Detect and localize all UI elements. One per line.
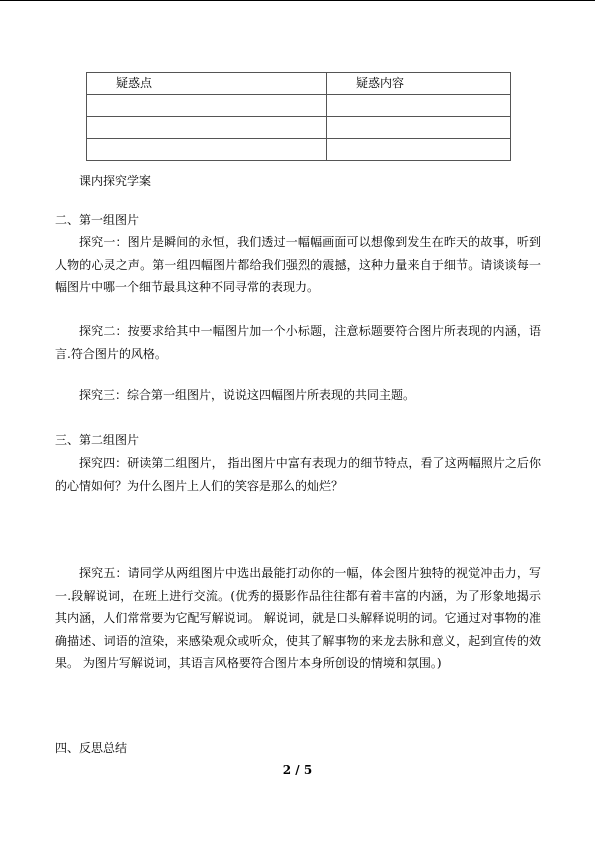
probe-4-text: 探究四：研读第二组图片， 指出图片中富有表现力的细节特点，看了这两幅照片之后你的心情如何？为什么图片上人们的笑容是那么的灿烂？ [55,456,541,493]
table-cell [87,95,327,117]
doubt-table [86,72,511,161]
probe-1-text: 探究一：图片是瞬间的永恒，我们透过一幅幅画面可以想像到发生在昨天的故事，听到人物的心灵之声。第一组四幅图片都给我们强烈的震撼，这种力量来自于细节。请谈谈每一幅图片中哪一个细节最具这种不同寻常的表现力。 [55,235,541,294]
section-2-heading: 二、第一组图片 [55,213,140,227]
table-row [87,117,511,139]
probe-3-text: 探究三：综合第一组图片，说说这四幅图片所表现的共同主题。 [79,388,416,402]
table-cell [327,117,511,139]
table-row [87,95,511,117]
probe-5-text: 探究五：请同学从两组图片中选出最能打动你的一幅，体会图片独特的视觉冲击力，写一.段解说词，在班上进行交流。(优秀的摄影作品往往都有着丰富的内涵，为了形象地揭示其内涵，人们常常要为它配写解说词。 解说词，就是口头解释说明的词。它通过对事物的准确描述、词语的渲染，来感染观众或听众，使其了解事物的来龙去脉和意义，起到宣传的效果。 为图片写解说词，其语言风格要符合图片本身所创设的情境和氛围。) [55,566,541,670]
study-plan-label: 课内探究学案 [79,174,152,188]
table-row [87,139,511,161]
table-header-doubt-point: 疑惑点 [87,73,327,95]
page-number: 2 / 5 [282,763,313,777]
table-header-doubt-content: 疑惑内容 [327,73,511,95]
table-cell [87,139,327,161]
probe-2-text: 探究二：按要求给其中一幅图片加一个小标题，注意标题要符合图片所表现的内涵，语言.符合图片的风格。 [55,324,541,361]
table-header-row [87,73,511,95]
table-cell [87,117,327,139]
table-cell [327,95,511,117]
table-cell [327,139,511,161]
section-4-heading: 四、反思总结 [55,741,128,755]
section-3-heading: 三、第二组图片 [55,433,140,447]
